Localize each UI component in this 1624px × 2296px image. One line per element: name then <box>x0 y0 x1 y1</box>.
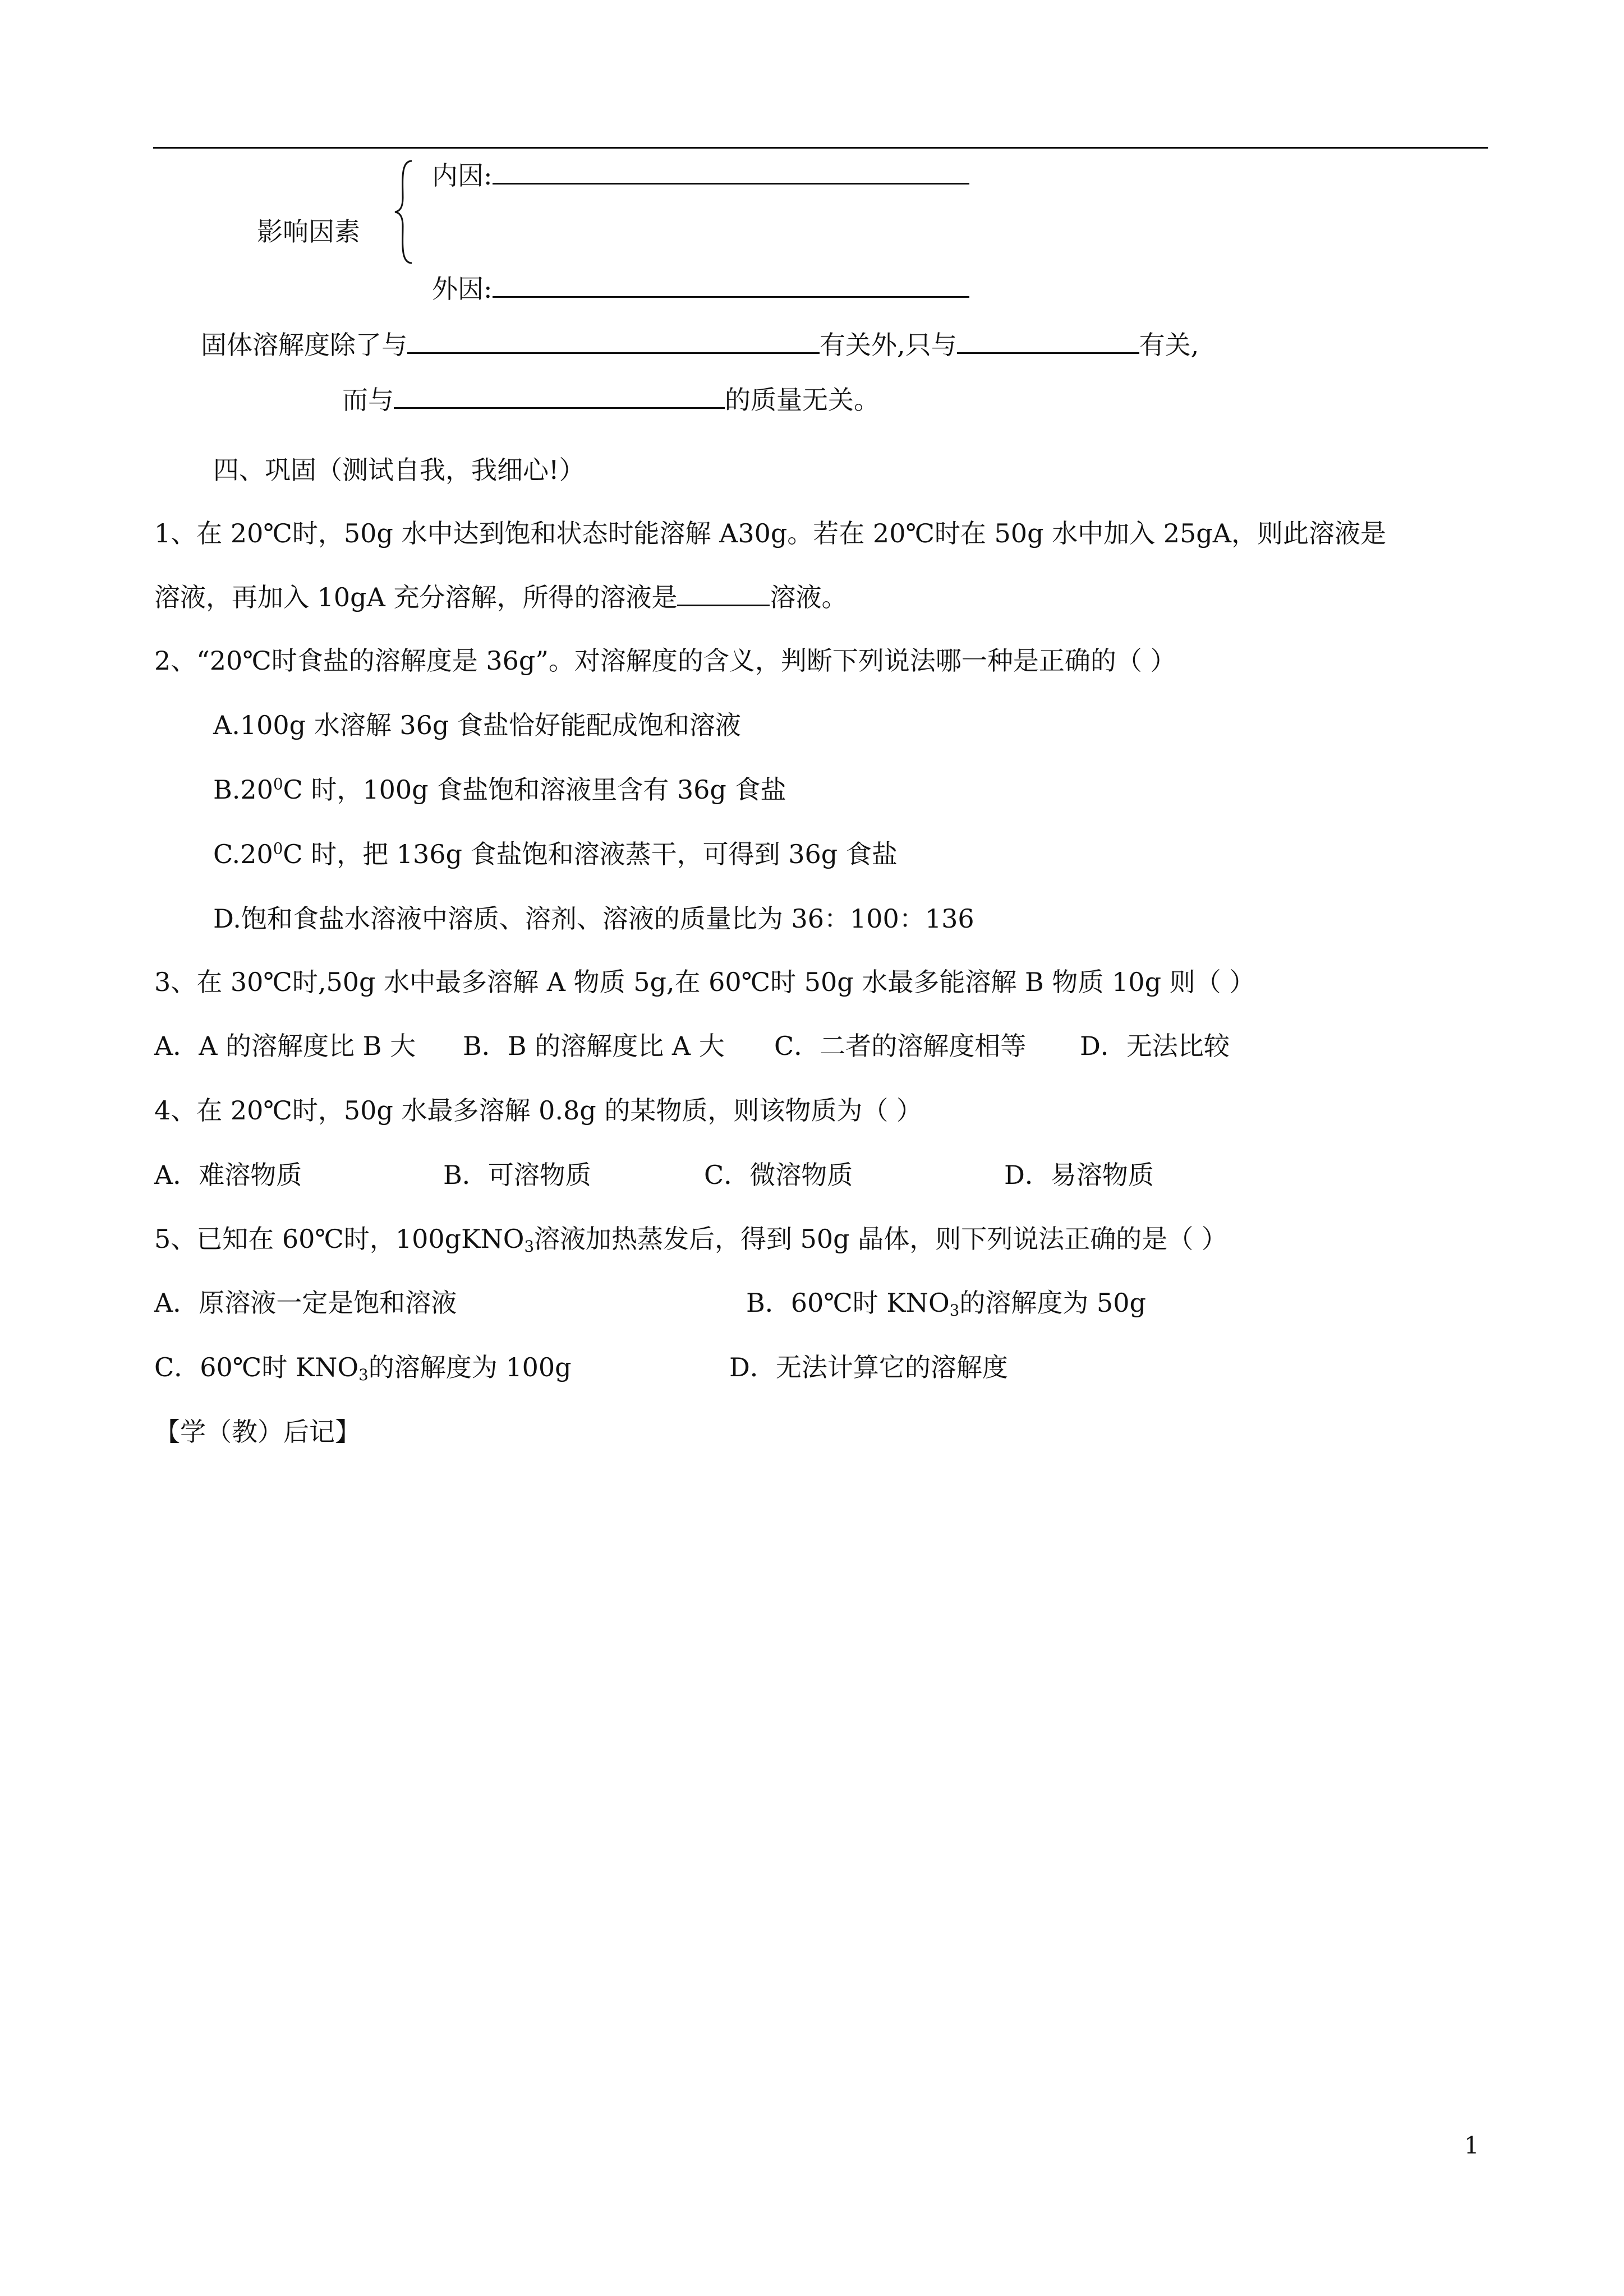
q5-stem-text-2: 溶液加热蒸发后，得到 50g 晶体，则下列说法正确的是（ ） <box>534 1224 1227 1254</box>
internal-cause-line <box>432 160 969 191</box>
solubility-text-1: 固体溶解度除了与 <box>201 330 407 360</box>
q4-option-b: B．可溶物质 <box>443 1160 591 1190</box>
q2-stem: 2、“20℃时食盐的溶解度是 36g”。对溶解度的含义，判断下列说法哪一种是正确的（ ） <box>154 646 1176 676</box>
q3-option-b: B．B 的溶解度比 A 大 <box>463 1031 725 1061</box>
external-cause-blank[interactable] <box>493 296 969 298</box>
header-rule <box>153 147 1488 149</box>
external-cause-line <box>432 276 969 302</box>
q3-option-d: D．无法比较 <box>1080 1031 1230 1061</box>
q1-line-2 <box>154 584 847 610</box>
q5-stem <box>154 1224 1227 1256</box>
q4-option-a: A．难溶物质 <box>154 1160 302 1190</box>
q5-option-d: D．无法计算它的溶解度 <box>729 1352 1008 1382</box>
afterword-heading: 【学（教）后记】 <box>154 1417 361 1447</box>
section-title: 四、巩固（测试自我，我细心!） <box>213 455 585 485</box>
q2-b-text-1: B.20 <box>213 774 273 805</box>
q5-b-text-2: 的溶解度为 50g <box>959 1288 1146 1318</box>
q1-text-a: 溶液，再加入 10gA 充分溶解，所得的溶液是 <box>154 582 678 612</box>
q5-option-c <box>154 1352 572 1384</box>
factors-label: 影响因素 <box>257 216 360 247</box>
solubility-blank-1[interactable] <box>407 352 820 354</box>
q5-stem-sub: 3 <box>524 1237 535 1256</box>
q5-c-text-2: 的溶解度为 100g <box>368 1352 572 1382</box>
q5-b-text-1: B．60℃时 KNO <box>746 1288 950 1318</box>
q2-c-text-2: C 时，把 136g 食盐饱和溶液蒸干，可得到 36g 食盐 <box>283 839 898 869</box>
q2-b-text-2: C 时，100g 食盐饱和溶液里含有 36g 食盐 <box>283 774 786 805</box>
solubility-text-4: 而与 <box>342 385 394 415</box>
q4-option-c: C．微溶物质 <box>704 1160 853 1190</box>
q3-stem: 3、在 30℃时,50g 水中最多溶解 A 物质 5g,在 60℃时 50g 水最多能溶解 B 物质 10g 则（ ） <box>154 967 1255 997</box>
q3-option-a: A．A 的溶解度比 B 大 <box>154 1031 416 1061</box>
external-cause-label: 外因: <box>432 274 493 304</box>
solubility-text-5: 的质量无关。 <box>725 385 880 415</box>
internal-cause-label: 内因: <box>432 160 493 191</box>
q5-option-a: A．原溶液一定是饱和溶液 <box>154 1288 457 1318</box>
q2-option-d: D.饱和食盐水溶液中溶质、溶剂、溶液的质量比为 36：100：136 <box>213 903 974 934</box>
q5-c-sub: 3 <box>358 1365 369 1384</box>
q2-b-sup: 0 <box>273 774 283 794</box>
page-number: 1 <box>1464 2132 1479 2159</box>
q5-option-b <box>746 1288 1146 1320</box>
solubility-blank-3[interactable] <box>394 407 725 409</box>
curly-brace-icon <box>393 159 415 265</box>
q2-c-sup: 0 <box>273 839 283 858</box>
q1-line-1: 1、在 20℃时，50g 水中达到饱和状态时能溶解 A30g。若在 20℃时在 50g 水中加入 25gA，则此溶液是 <box>154 518 1386 548</box>
q5-stem-text-1: 5、已知在 60℃时，100gKNO <box>154 1224 525 1254</box>
q2-option-c <box>213 841 898 867</box>
solubility-text-3: 有关, <box>1139 330 1199 360</box>
q1-blank[interactable] <box>677 604 770 606</box>
solubility-blank-2[interactable] <box>957 352 1139 354</box>
internal-cause-blank[interactable] <box>493 182 969 185</box>
solubility-line-1 <box>201 332 1199 358</box>
q5-c-text-1: C．60℃时 KNO <box>154 1352 359 1382</box>
q4-stem: 4、在 20℃时，50g 水最多溶解 0.8g 的某物质，则该物质为（ ） <box>154 1095 922 1126</box>
q3-option-c: C．二者的溶解度相等 <box>774 1031 1027 1061</box>
q5-b-sub: 3 <box>949 1301 960 1320</box>
q4-option-d: D．易溶物质 <box>1004 1160 1154 1190</box>
solubility-text-2: 有关外,只与 <box>820 330 957 360</box>
q1-text-b: 溶液。 <box>770 582 848 612</box>
q2-option-b <box>213 774 786 805</box>
solubility-line-2 <box>342 387 880 413</box>
q2-option-a: A.100g 水溶解 36g 食盐恰好能配成饱和溶液 <box>213 710 741 740</box>
q2-c-text-1: C.20 <box>213 839 273 869</box>
